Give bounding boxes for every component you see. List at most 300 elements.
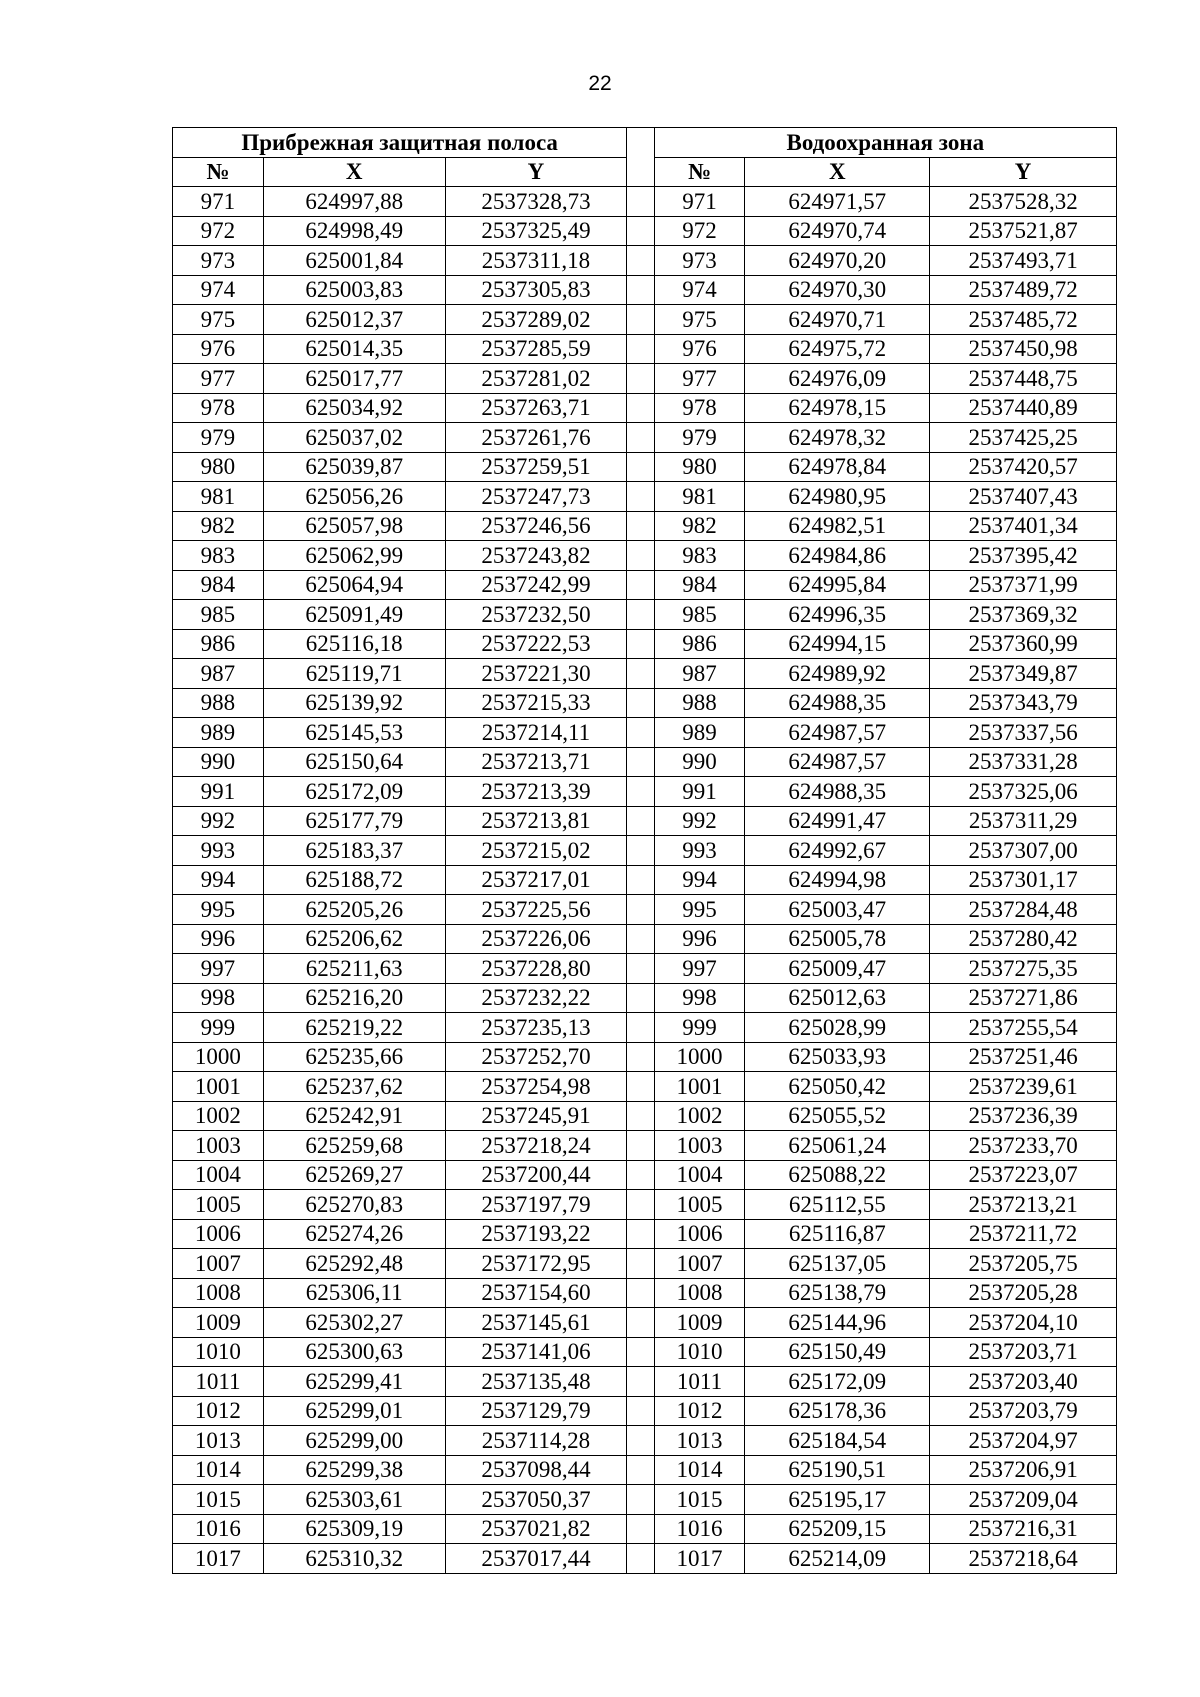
left-x-value: 625211,63	[263, 954, 445, 984]
right-y-value: 2537204,10	[930, 1308, 1117, 1338]
right-y-value: 2537337,56	[930, 718, 1117, 748]
left-x-value: 625145,53	[263, 718, 445, 748]
left-y-value: 2537225,56	[445, 895, 627, 925]
table-row	[173, 1514, 1117, 1544]
table-gap	[627, 1367, 654, 1397]
table-row	[173, 747, 1117, 777]
right-x-value: 625055,52	[745, 1101, 930, 1131]
left-y-value: 2537200,44	[445, 1160, 627, 1190]
right-point-number: 992	[654, 806, 745, 836]
left-point-number: 1010	[173, 1337, 264, 1367]
table-row	[173, 1337, 1117, 1367]
table-gap	[627, 364, 654, 394]
left-x-value: 625206,62	[263, 924, 445, 954]
table-gap	[627, 305, 654, 335]
right-x-value: 625009,47	[745, 954, 930, 984]
left-x-value: 625219,22	[263, 1013, 445, 1043]
left-y-value: 2537145,61	[445, 1308, 627, 1338]
left-point-number: 993	[173, 836, 264, 866]
right-y-value: 2537218,64	[930, 1544, 1117, 1574]
right-point-number: 980	[654, 452, 745, 482]
right-point-number: 990	[654, 747, 745, 777]
table-gap	[627, 954, 654, 984]
left-point-number: 1008	[173, 1278, 264, 1308]
left-x-value: 625300,63	[263, 1337, 445, 1367]
right-point-number: 1000	[654, 1042, 745, 1072]
left-point-number: 973	[173, 246, 264, 276]
left-point-number: 1016	[173, 1514, 264, 1544]
table-gap	[627, 1278, 654, 1308]
table-row	[173, 541, 1117, 571]
table-gap	[627, 1042, 654, 1072]
left-y-value: 2537154,60	[445, 1278, 627, 1308]
table-row	[173, 364, 1117, 394]
right-x-value: 624970,20	[745, 246, 930, 276]
right-y-value: 2537203,71	[930, 1337, 1117, 1367]
right-y-value: 2537307,00	[930, 836, 1117, 866]
right-y-value: 2537239,61	[930, 1072, 1117, 1102]
right-x-value: 624989,92	[745, 659, 930, 689]
right-x-value: 625112,55	[745, 1190, 930, 1220]
left-y-value: 2537228,80	[445, 954, 627, 984]
right-y-value: 2537360,99	[930, 629, 1117, 659]
left-point-number: 972	[173, 216, 264, 246]
left-y-value: 2537197,79	[445, 1190, 627, 1220]
right-x-value: 625005,78	[745, 924, 930, 954]
right-point-number: 974	[654, 275, 745, 305]
table-gap	[627, 777, 654, 807]
right-point-number: 999	[654, 1013, 745, 1043]
right-x-value: 625209,15	[745, 1514, 930, 1544]
table-gap	[627, 1337, 654, 1367]
right-y-value: 2537280,42	[930, 924, 1117, 954]
table-row	[173, 777, 1117, 807]
left-y-value: 2537259,51	[445, 452, 627, 482]
table-row	[173, 1396, 1117, 1426]
right-x-value: 624970,74	[745, 216, 930, 246]
right-y-value: 2537203,40	[930, 1367, 1117, 1397]
right-point-number: 1015	[654, 1485, 745, 1515]
right-y-value: 2537331,28	[930, 747, 1117, 777]
right-y-value: 2537311,29	[930, 806, 1117, 836]
left-point-number: 989	[173, 718, 264, 748]
right-y-value: 2537271,86	[930, 983, 1117, 1013]
table-gap	[627, 1396, 654, 1426]
table-row	[173, 1308, 1117, 1338]
table-gap	[627, 452, 654, 482]
left-x-value: 624997,88	[263, 187, 445, 217]
left-point-number: 981	[173, 482, 264, 512]
right-point-number: 1010	[654, 1337, 745, 1367]
right-x-value: 624978,15	[745, 393, 930, 423]
left-y-value: 2537021,82	[445, 1514, 627, 1544]
right-x-value: 624980,95	[745, 482, 930, 512]
right-x-value: 624978,32	[745, 423, 930, 453]
right-point-number: 1004	[654, 1160, 745, 1190]
left-point-number: 1012	[173, 1396, 264, 1426]
table-row	[173, 1249, 1117, 1279]
left-y-value: 2537281,02	[445, 364, 627, 394]
right-x-value: 625184,54	[745, 1426, 930, 1456]
right-point-number: 1003	[654, 1131, 745, 1161]
left-x-value: 625306,11	[263, 1278, 445, 1308]
right-y-value: 2537489,72	[930, 275, 1117, 305]
table-gap	[627, 1219, 654, 1249]
left-y-value: 2537232,22	[445, 983, 627, 1013]
left-y-value: 2537289,02	[445, 305, 627, 335]
table-gap	[627, 747, 654, 777]
table-gap	[627, 423, 654, 453]
right-point-number: 993	[654, 836, 745, 866]
left-x-value: 625091,49	[263, 600, 445, 630]
table-gap	[627, 895, 654, 925]
table-row	[173, 688, 1117, 718]
table-row	[173, 954, 1117, 984]
right-y-value: 2537521,87	[930, 216, 1117, 246]
right-point-number: 987	[654, 659, 745, 689]
left-point-number: 1000	[173, 1042, 264, 1072]
right-y-value: 2537251,46	[930, 1042, 1117, 1072]
right-col-num-header: №	[654, 157, 745, 187]
left-point-number: 999	[173, 1013, 264, 1043]
table-gap	[627, 659, 654, 689]
right-point-number: 983	[654, 541, 745, 571]
right-x-value: 625214,09	[745, 1544, 930, 1574]
right-point-number: 1005	[654, 1190, 745, 1220]
left-point-number: 1004	[173, 1160, 264, 1190]
left-point-number: 987	[173, 659, 264, 689]
table-gap	[627, 806, 654, 836]
table-gap	[627, 1485, 654, 1515]
table-gap	[627, 1455, 654, 1485]
right-point-number: 982	[654, 511, 745, 541]
left-x-value: 625139,92	[263, 688, 445, 718]
left-y-value: 2537311,18	[445, 246, 627, 276]
right-y-value: 2537206,91	[930, 1455, 1117, 1485]
left-point-number: 1005	[173, 1190, 264, 1220]
right-point-number: 998	[654, 983, 745, 1013]
right-y-value: 2537349,87	[930, 659, 1117, 689]
right-x-value: 624994,15	[745, 629, 930, 659]
left-y-value: 2537245,91	[445, 1101, 627, 1131]
table-gap	[627, 1544, 654, 1574]
left-point-number: 1009	[173, 1308, 264, 1338]
table-row	[173, 511, 1117, 541]
left-x-value: 625150,64	[263, 747, 445, 777]
table-gap	[627, 334, 654, 364]
left-y-value: 2537217,01	[445, 865, 627, 895]
left-x-value: 625299,38	[263, 1455, 445, 1485]
table-gap	[627, 1131, 654, 1161]
right-x-value: 624970,71	[745, 305, 930, 335]
right-y-value: 2537420,57	[930, 452, 1117, 482]
left-y-value: 2537247,73	[445, 482, 627, 512]
right-x-value: 624988,35	[745, 777, 930, 807]
left-point-number: 992	[173, 806, 264, 836]
left-x-value: 625299,01	[263, 1396, 445, 1426]
table-row	[173, 718, 1117, 748]
left-point-number: 1007	[173, 1249, 264, 1279]
left-x-value: 625188,72	[263, 865, 445, 895]
left-y-value: 2537218,24	[445, 1131, 627, 1161]
left-col-y-header: Y	[445, 157, 627, 187]
right-col-y-header: Y	[930, 157, 1117, 187]
table-row	[173, 482, 1117, 512]
right-point-number: 985	[654, 600, 745, 630]
left-col-num-header: №	[173, 157, 264, 187]
right-point-number: 977	[654, 364, 745, 394]
left-x-value: 625302,27	[263, 1308, 445, 1338]
left-point-number: 974	[173, 275, 264, 305]
left-x-value: 625242,91	[263, 1101, 445, 1131]
left-point-number: 975	[173, 305, 264, 335]
table-gap	[627, 187, 654, 217]
right-x-value: 624975,72	[745, 334, 930, 364]
right-y-value: 2537275,35	[930, 954, 1117, 984]
left-y-value: 2537135,48	[445, 1367, 627, 1397]
left-y-value: 2537325,49	[445, 216, 627, 246]
table-gap	[627, 246, 654, 276]
table-gap	[627, 275, 654, 305]
table-row	[173, 983, 1117, 1013]
right-point-number: 995	[654, 895, 745, 925]
left-x-value: 625003,83	[263, 275, 445, 305]
left-table-title: Прибрежная защитная полоса	[173, 128, 627, 158]
left-y-value: 2537261,76	[445, 423, 627, 453]
left-point-number: 984	[173, 570, 264, 600]
left-x-value: 625001,84	[263, 246, 445, 276]
right-x-value: 624995,84	[745, 570, 930, 600]
left-point-number: 991	[173, 777, 264, 807]
table-row	[173, 836, 1117, 866]
right-y-value: 2537440,89	[930, 393, 1117, 423]
left-point-number: 980	[173, 452, 264, 482]
table-row	[173, 216, 1117, 246]
right-y-value: 2537395,42	[930, 541, 1117, 571]
right-y-value: 2537203,79	[930, 1396, 1117, 1426]
right-x-value: 624991,47	[745, 806, 930, 836]
right-x-value: 625088,22	[745, 1160, 930, 1190]
left-x-value: 625259,68	[263, 1131, 445, 1161]
right-x-value: 625138,79	[745, 1278, 930, 1308]
table-row	[173, 1190, 1117, 1220]
right-y-value: 2537204,97	[930, 1426, 1117, 1456]
right-point-number: 994	[654, 865, 745, 895]
left-point-number: 978	[173, 393, 264, 423]
table-row	[173, 1544, 1117, 1574]
left-y-value: 2537214,11	[445, 718, 627, 748]
right-x-value: 625033,93	[745, 1042, 930, 1072]
left-x-value: 625116,18	[263, 629, 445, 659]
table-gap	[627, 629, 654, 659]
left-x-value: 625237,62	[263, 1072, 445, 1102]
table-row	[173, 187, 1117, 217]
table-row	[173, 1367, 1117, 1397]
table-gap	[627, 1101, 654, 1131]
left-x-value: 625216,20	[263, 983, 445, 1013]
table-gap	[627, 570, 654, 600]
table-row	[173, 1485, 1117, 1515]
left-point-number: 977	[173, 364, 264, 394]
left-point-number: 971	[173, 187, 264, 217]
right-y-value: 2537407,43	[930, 482, 1117, 512]
table-row	[173, 423, 1117, 453]
table-gap	[627, 1190, 654, 1220]
right-point-number: 1013	[654, 1426, 745, 1456]
table-row	[173, 600, 1117, 630]
right-point-number: 1017	[654, 1544, 745, 1574]
right-y-value: 2537211,72	[930, 1219, 1117, 1249]
table-gap	[627, 1514, 654, 1544]
left-x-value: 625269,27	[263, 1160, 445, 1190]
left-y-value: 2537242,99	[445, 570, 627, 600]
coordinates-table	[172, 127, 1117, 1574]
right-point-number: 973	[654, 246, 745, 276]
left-x-value: 625299,41	[263, 1367, 445, 1397]
right-point-number: 991	[654, 777, 745, 807]
left-point-number: 986	[173, 629, 264, 659]
right-y-value: 2537343,79	[930, 688, 1117, 718]
left-point-number: 1002	[173, 1101, 264, 1131]
left-y-value: 2537213,71	[445, 747, 627, 777]
left-x-value: 625270,83	[263, 1190, 445, 1220]
right-point-number: 971	[654, 187, 745, 217]
right-x-value: 624988,35	[745, 688, 930, 718]
left-point-number: 1003	[173, 1131, 264, 1161]
left-y-value: 2537050,37	[445, 1485, 627, 1515]
left-y-value: 2537172,95	[445, 1249, 627, 1279]
table-gap	[627, 511, 654, 541]
table-row	[173, 1278, 1117, 1308]
table-row	[173, 305, 1117, 335]
left-point-number: 1015	[173, 1485, 264, 1515]
right-x-value: 625137,05	[745, 1249, 930, 1279]
table-gap	[627, 1426, 654, 1456]
right-col-x-header: X	[745, 157, 930, 187]
right-x-value: 625190,51	[745, 1455, 930, 1485]
left-x-value: 625299,00	[263, 1426, 445, 1456]
left-y-value: 2537215,02	[445, 836, 627, 866]
left-x-value: 625177,79	[263, 806, 445, 836]
left-x-value: 625039,87	[263, 452, 445, 482]
table-gap	[627, 1072, 654, 1102]
table-gap	[627, 482, 654, 512]
table-row	[173, 1160, 1117, 1190]
table-row	[173, 629, 1117, 659]
left-point-number: 982	[173, 511, 264, 541]
table-row	[173, 1072, 1117, 1102]
table-gap	[627, 1160, 654, 1190]
right-point-number: 976	[654, 334, 745, 364]
right-point-number: 988	[654, 688, 745, 718]
table-gap	[627, 600, 654, 630]
left-x-value: 625205,26	[263, 895, 445, 925]
table-gap	[627, 836, 654, 866]
left-y-value: 2537254,98	[445, 1072, 627, 1102]
right-x-value: 624984,86	[745, 541, 930, 571]
right-y-value: 2537369,32	[930, 600, 1117, 630]
right-point-number: 1014	[654, 1455, 745, 1485]
right-point-number: 978	[654, 393, 745, 423]
right-y-value: 2537493,71	[930, 246, 1117, 276]
right-y-value: 2537425,25	[930, 423, 1117, 453]
right-x-value: 625195,17	[745, 1485, 930, 1515]
left-col-x-header: X	[263, 157, 445, 187]
right-y-value: 2537301,17	[930, 865, 1117, 895]
right-y-value: 2537205,28	[930, 1278, 1117, 1308]
table-row	[173, 452, 1117, 482]
table-gap	[627, 216, 654, 246]
left-y-value: 2537328,73	[445, 187, 627, 217]
right-point-number: 989	[654, 718, 745, 748]
left-x-value: 625172,09	[263, 777, 445, 807]
left-point-number: 995	[173, 895, 264, 925]
right-y-value: 2537485,72	[930, 305, 1117, 335]
right-point-number: 1001	[654, 1072, 745, 1102]
right-point-number: 975	[654, 305, 745, 335]
left-point-number: 979	[173, 423, 264, 453]
left-y-value: 2537141,06	[445, 1337, 627, 1367]
left-y-value: 2537305,83	[445, 275, 627, 305]
table-row	[173, 1219, 1117, 1249]
left-x-value: 625014,35	[263, 334, 445, 364]
left-y-value: 2537017,44	[445, 1544, 627, 1574]
table-gap	[627, 541, 654, 571]
right-x-value: 625150,49	[745, 1337, 930, 1367]
right-point-number: 984	[654, 570, 745, 600]
table-row	[173, 659, 1117, 689]
right-y-value: 2537284,48	[930, 895, 1117, 925]
right-x-value: 625061,24	[745, 1131, 930, 1161]
page-number: 22	[588, 72, 612, 95]
left-y-value: 2537222,53	[445, 629, 627, 659]
left-x-value: 625017,77	[263, 364, 445, 394]
table-title-row	[173, 128, 1117, 158]
left-y-value: 2537213,81	[445, 806, 627, 836]
left-y-value: 2537098,44	[445, 1455, 627, 1485]
right-y-value: 2537325,06	[930, 777, 1117, 807]
right-y-value: 2537209,04	[930, 1485, 1117, 1515]
right-y-value: 2537255,54	[930, 1013, 1117, 1043]
left-y-value: 2537252,70	[445, 1042, 627, 1072]
table-gap	[627, 924, 654, 954]
right-y-value: 2537205,75	[930, 1249, 1117, 1279]
left-y-value: 2537226,06	[445, 924, 627, 954]
left-x-value: 625037,02	[263, 423, 445, 453]
left-y-value: 2537235,13	[445, 1013, 627, 1043]
table-row	[173, 806, 1117, 836]
right-x-value: 624982,51	[745, 511, 930, 541]
right-x-value: 625050,42	[745, 1072, 930, 1102]
right-x-value: 624987,57	[745, 747, 930, 777]
left-point-number: 1006	[173, 1219, 264, 1249]
left-point-number: 976	[173, 334, 264, 364]
table-row	[173, 1042, 1117, 1072]
table-row	[173, 246, 1117, 276]
left-y-value: 2537263,71	[445, 393, 627, 423]
left-point-number: 988	[173, 688, 264, 718]
left-y-value: 2537285,59	[445, 334, 627, 364]
right-x-value: 625028,99	[745, 1013, 930, 1043]
table-row	[173, 924, 1117, 954]
right-point-number: 1011	[654, 1367, 745, 1397]
table-row	[173, 895, 1117, 925]
table-gap	[627, 718, 654, 748]
table-row	[173, 1131, 1117, 1161]
left-point-number: 994	[173, 865, 264, 895]
left-y-value: 2537243,82	[445, 541, 627, 571]
left-x-value: 625310,32	[263, 1544, 445, 1574]
